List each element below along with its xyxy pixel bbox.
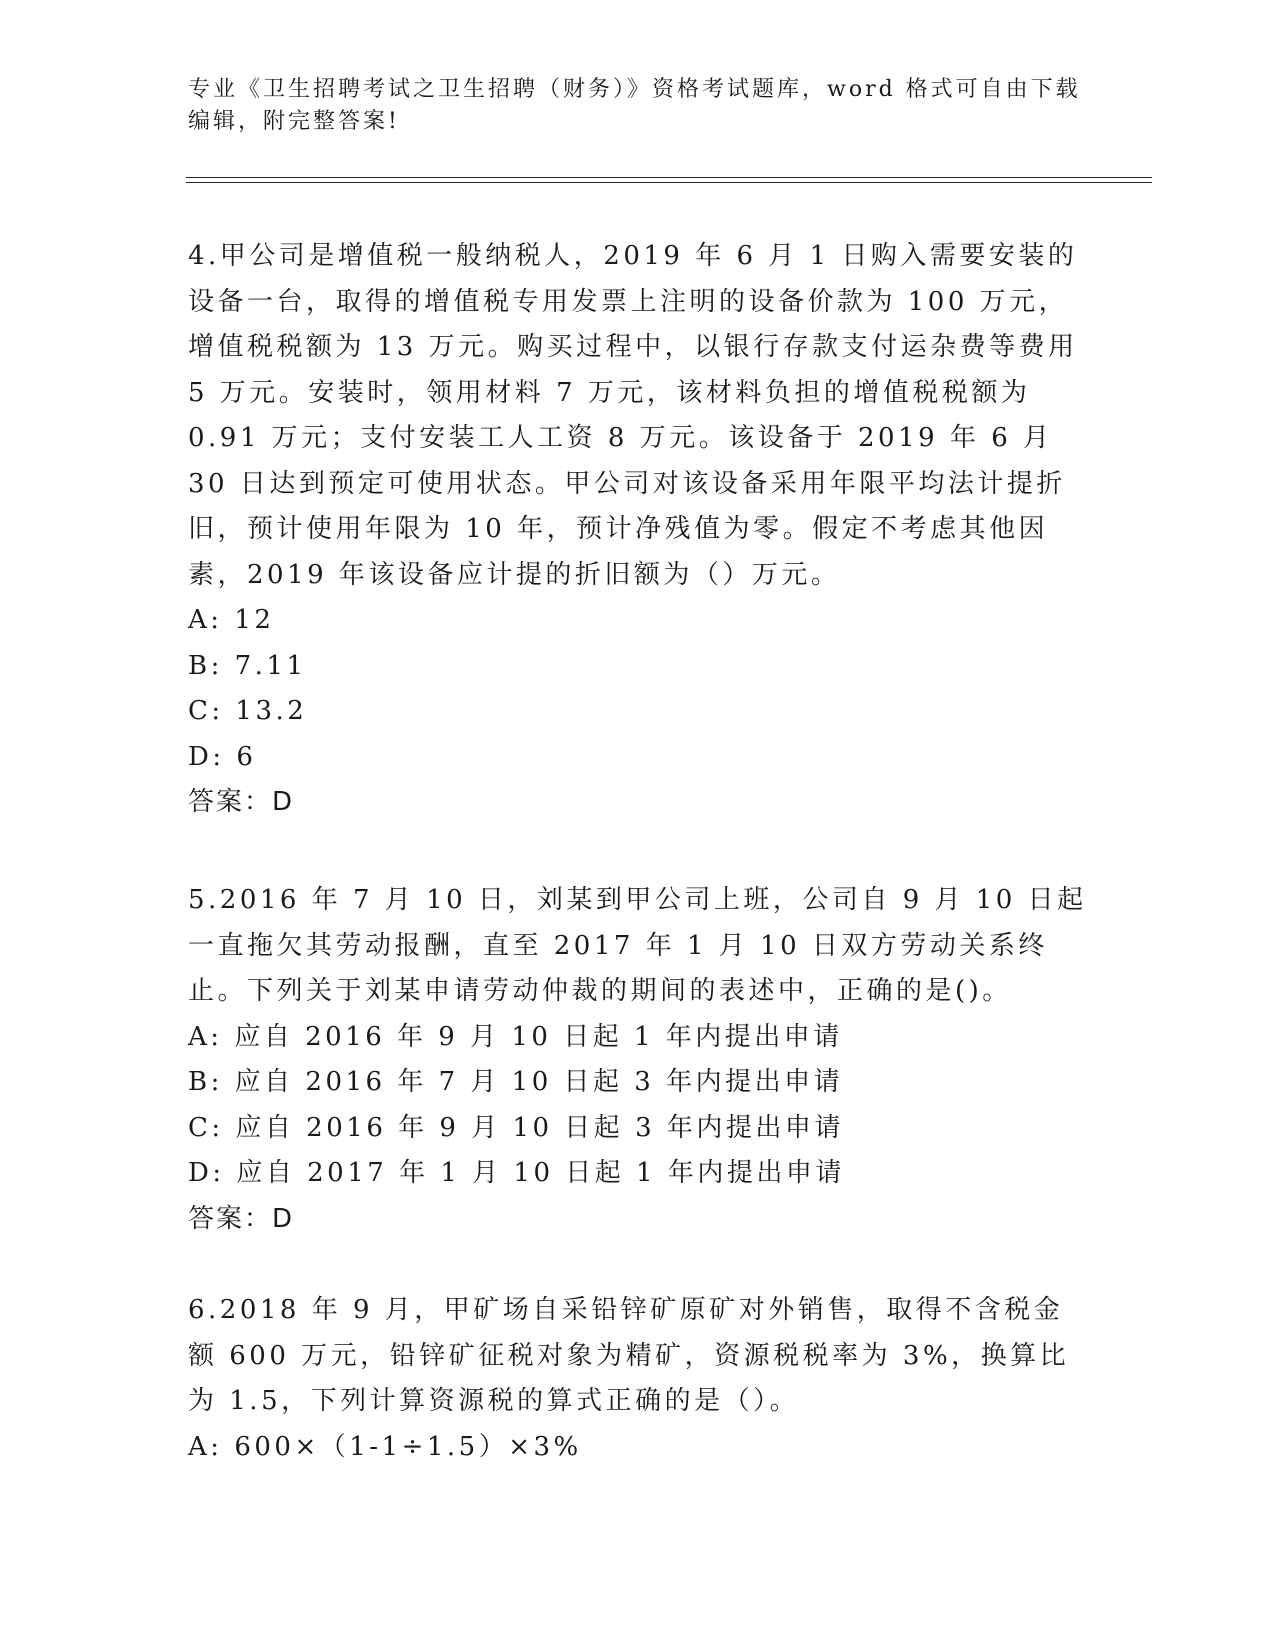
option-text: 6 <box>236 741 257 772</box>
option-c <box>188 1106 1088 1152</box>
option-d <box>188 735 1088 781</box>
document-header: 专业《卫生招聘考试之卫生招聘（财务）》资格考试题库，word 格式可自由下载编辑，附完整答案! <box>188 77 1081 134</box>
option-letter: C: <box>188 696 224 726</box>
option-b <box>188 1060 1088 1106</box>
option-text: 应自 2017 年 1 月 10 日起 1 年内提出申请 <box>236 1158 845 1188</box>
option-text: 7.11 <box>234 650 307 681</box>
option-a <box>188 598 1088 644</box>
option-a <box>188 1015 1088 1061</box>
option-d <box>188 1151 1088 1197</box>
option-text: 12 <box>234 605 275 635</box>
question-5 <box>188 878 1088 1242</box>
option-letter: C: <box>188 1112 224 1143</box>
option-letter: A: <box>188 605 223 635</box>
option-letter: B: <box>188 650 223 681</box>
option-b <box>188 644 1088 690</box>
question-stem: 6.2018 年 9 月，甲矿场自采铅锌矿原矿对外销售，取得不含税金额 600 万元，铅锌矿征税对象为精矿，资源税税率为 3%，换算比为 1.5，下列计算资源税的算式正确的是（）。 <box>188 1295 1070 1416</box>
option-letter: A: <box>188 1431 223 1462</box>
option-text: 应自 2016 年 9 月 10 日起 3 年内提出申请 <box>235 1112 844 1143</box>
option-c <box>188 689 1088 735</box>
option-letter: A: <box>188 1021 223 1052</box>
header-divider-bottom <box>186 182 1152 183</box>
option-letter: D: <box>188 1158 225 1188</box>
option-letter: B: <box>188 1067 223 1097</box>
option-text: 13.2 <box>235 696 308 726</box>
question-stem: 5.2016 年 7 月 10 日，刘某到甲公司上班，公司自 9 月 10 日起一直拖欠其劳动报酬，直至 2017 年 1 月 10 日双方劳动关系终止。下列关于刘某申请劳动仲裁的期间的表述中，正确的是()。 <box>188 885 1087 1006</box>
option-text: 600×（1-1÷1.5）×3% <box>234 1431 582 1462</box>
question-stem: 4.甲公司是增值税一般纳税人，2019 年 6 月 1 日购入需要安装的设备一台，取得的增值税专用发票上注明的设备价款为 100 万元，增值税税额为 13 万元。购买过程中，以银行存款支付运杂费等费用 5 万元。安装时，领用材料 7 万元，该材料负担的增值税税额为 0.91 万元；支付安装工人工资 8 万元。该设备于 2019 年 6 月 30 日达到预定可使用状态。甲公司对该设备采用年限平均法计提折旧，预计使用年限为 10 年，预计净残值为零。假定不考虑其他因素，2019 年该设备应计提的折旧额为（）万元。 <box>188 241 1078 590</box>
option-text: 应自 2016 年 7 月 10 日起 3 年内提出申请 <box>234 1067 844 1097</box>
question-6 <box>188 1288 1088 1470</box>
header-divider-top <box>186 177 1152 178</box>
answer-line: 答案：D <box>188 787 295 817</box>
option-a <box>188 1425 1088 1471</box>
option-letter: D: <box>188 741 225 772</box>
option-text: 应自 2016 年 9 月 10 日起 1 年内提出申请 <box>234 1021 843 1052</box>
answer-line: 答案：D <box>188 1203 295 1234</box>
question-4 <box>188 234 1088 826</box>
